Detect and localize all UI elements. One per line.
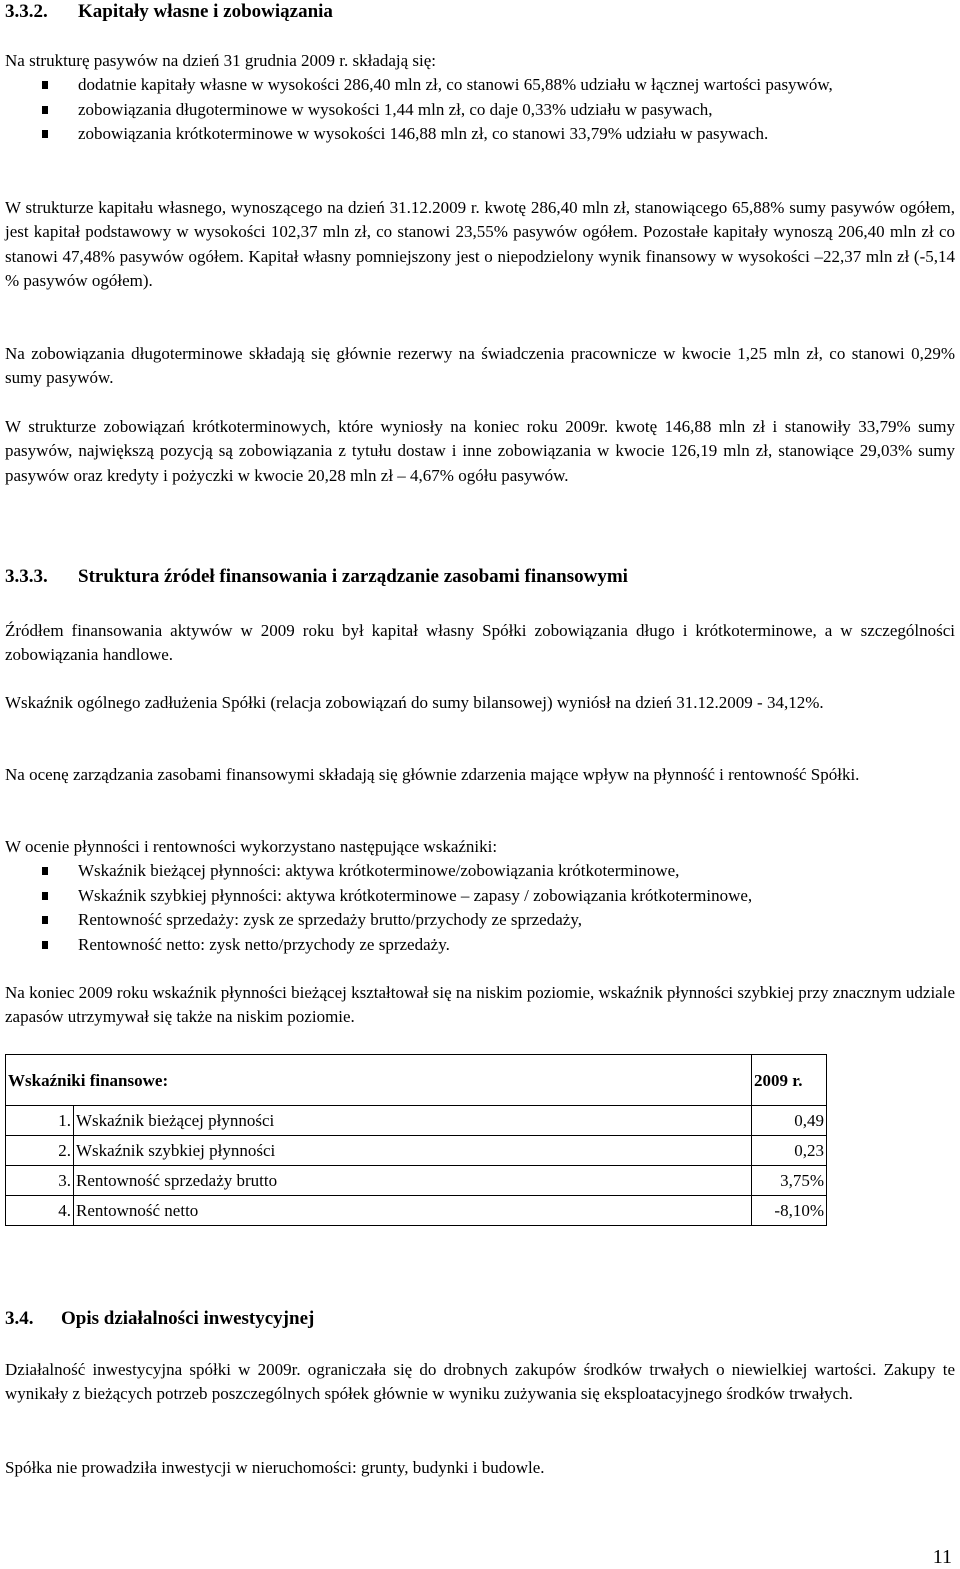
square-bullet-icon <box>42 106 48 114</box>
list-item: Wskaźnik szybkiej płynności: aktywa krótkoterminowe – zapasy / zobowiązania krótkoterminowe, <box>5 884 955 908</box>
section-heading-333 <box>5 565 628 589</box>
row-name: Wskaźnik szybkiej płynności <box>74 1136 752 1166</box>
paragraph: Na ocenę zarządzania zasobami finansowymi składają się głównie zdarzenia mające wpływ na płynność i rentowność Spółki. <box>5 765 860 784</box>
paragraph: Działalność inwestycyjna spółki w 2009r. ograniczała się do drobnych zakupów środków trwałych o niewielkiej wartości. Zakupy te wynikały z bieżących potrzeb poszczególnych spółek głównie w wyniku zużywania się eksploatacyjnego środków trwałych. <box>5 1360 955 1404</box>
row-name: Rentowność netto <box>74 1196 752 1226</box>
section-title: Kapitały własne i zobowiązania <box>78 1 333 22</box>
section-title: Opis działalności inwestycyjnej <box>61 1308 315 1329</box>
row-value: -8,10% <box>752 1196 827 1226</box>
paragraph: Wskaźnik ogólnego zadłużenia Spółki (relacja zobowiązań do sumy bilansowej) wyniósł na dzień 31.12.2009 - 34,12%. <box>5 693 824 712</box>
table-header-year: 2009 r. <box>752 1055 827 1106</box>
row-number: 4. <box>6 1196 74 1226</box>
list-item: Rentowność netto: zysk netto/przychody ze sprzedaży. <box>5 933 955 957</box>
list-item: dodatnie kapitały własne w wysokości 286,40 mln zł, co stanowi 65,88% udziału w łącznej wartości pasywów, <box>5 73 955 97</box>
list-item: zobowiązania długoterminowe w wysokości 1,44 mln zł, co daje 0,33% udziału w pasywach, <box>5 98 955 122</box>
square-bullet-icon <box>42 867 48 875</box>
section-number: 3.4. <box>5 1308 34 1329</box>
paragraph: W ocenie płynności i rentowności wykorzystano następujące wskaźniki: <box>5 837 498 856</box>
row-value: 3,75% <box>752 1166 827 1196</box>
table-row <box>6 1106 827 1136</box>
square-bullet-icon <box>42 130 48 138</box>
row-number: 2. <box>6 1136 74 1166</box>
bullet-list <box>5 73 955 146</box>
row-value: 0,23 <box>752 1136 827 1166</box>
paragraph: W strukturze zobowiązań krótkoterminowych, które wyniosły na koniec roku 2009r. kwotę 146,88 mln zł i stanowiły 33,79% sumy pasywów, największą pozycją są zobowiązania z tytułu dostaw i inne zobowiązania w kwocie 126,19 mln zł, stanowiące 29,03% sumy pasywów oraz kredyty i pożyczki w kwocie 20,28 mln zł – 4,67% ogółu pasywów. <box>5 417 955 485</box>
list-item: Wskaźnik bieżącej płynności: aktywa krótkoterminowe/zobowiązania krótkoterminowe, <box>5 859 955 883</box>
paragraph: W strukturze kapitału własnego, wynoszącego na dzień 31.12.2009 r. kwotę 286,40 mln zł, stanowiącego 65,88% sumy pasywów ogółem, jest kapitał podstawowy w wysokości 102,37 mln zł, co stanowi 23,55% pasywów ogółem. Pozostałe kapitały wynoszą 206,40 mln zł co stanowi 47,48% pasywów ogółem. Kapitał własny pomniejszony jest o niepodzielony wynik finansowy w wysokości –22,37 mln zł (-5,14 % pasywów ogółem). <box>5 198 955 291</box>
square-bullet-icon <box>42 81 48 89</box>
section-title: Struktura źródeł finansowania i zarządzanie zasobami finansowymi <box>78 566 628 587</box>
square-bullet-icon <box>42 892 48 900</box>
section-number: 3.3.2. <box>5 1 48 22</box>
bullet-list <box>5 859 955 957</box>
paragraph: Na zobowiązania długoterminowe składają się głównie rezerwy na świadczenia pracownicze w kwocie 1,25 mln zł, co stanowi 0,29% sumy pasywów. <box>5 344 955 388</box>
page-number: 11 <box>932 1546 952 1568</box>
row-value: 0,49 <box>752 1106 827 1136</box>
paragraph: Na strukturę pasywów na dzień 31 grudnia 2009 r. składają się: <box>5 51 437 70</box>
paragraph: Spółka nie prowadziła inwestycji w nieruchomości: grunty, budynki i budowle. <box>5 1458 545 1477</box>
table-row <box>6 1166 827 1196</box>
table-header-label: Wskaźniki finansowe: <box>6 1055 752 1106</box>
paragraph: Na koniec 2009 roku wskaźnik płynności bieżącej kształtował się na niskim poziomie, wskaźnik płynności szybkiej przy znacznym udziale zapasów utrzymywał się także na niskim poziomie. <box>5 983 955 1027</box>
square-bullet-icon <box>42 941 48 949</box>
row-name: Wskaźnik bieżącej płynności <box>74 1106 752 1136</box>
list-item: Rentowność sprzedaży: zysk ze sprzedaży brutto/przychody ze sprzedaży, <box>5 908 955 932</box>
table-row <box>6 1196 827 1226</box>
paragraph: Źródłem finansowania aktywów w 2009 roku był kapitał własny Spółki zobowiązania długo i krótkoterminowe, a w szczególności zobowiązania handlowe. <box>5 621 955 665</box>
table-row <box>6 1136 827 1166</box>
section-heading-34 <box>5 1307 314 1331</box>
row-name: Rentowność sprzedaży brutto <box>74 1166 752 1196</box>
table-header-row <box>6 1055 827 1106</box>
square-bullet-icon <box>42 916 48 924</box>
row-number: 3. <box>6 1166 74 1196</box>
section-number: 3.3.3. <box>5 566 48 587</box>
financial-ratios-table <box>5 1054 827 1226</box>
section-heading-332 <box>5 0 333 24</box>
row-number: 1. <box>6 1106 74 1136</box>
list-item: zobowiązania krótkoterminowe w wysokości 146,88 mln zł, co stanowi 33,79% udziału w pasywach. <box>5 122 955 146</box>
